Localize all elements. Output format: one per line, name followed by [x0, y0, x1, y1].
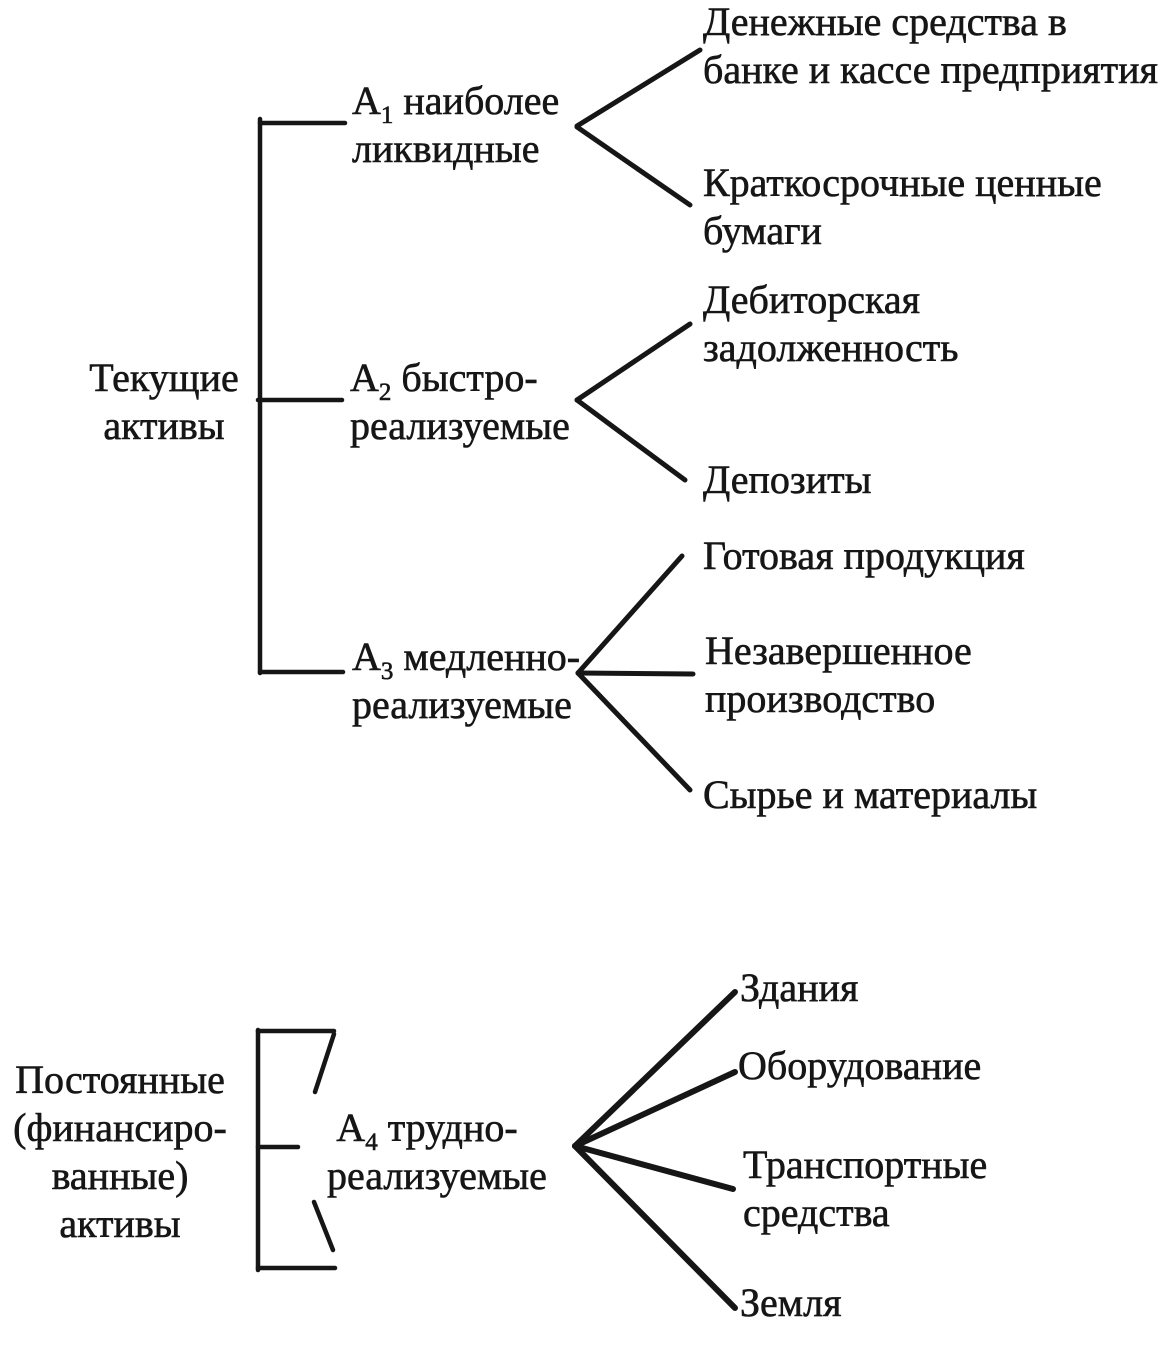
fork-a4-line-buildings: [575, 992, 735, 1146]
text-line: Краткосрочные ценные: [703, 160, 1102, 205]
leaf-buildings: [740, 964, 858, 1012]
text-line: Транспортные: [743, 1142, 988, 1187]
class-label-a3-slowly-realizable: [352, 633, 580, 729]
text-line: реализуемые: [350, 403, 570, 448]
text-line: ванные): [51, 1153, 189, 1198]
text-line: ликвидные: [352, 126, 540, 171]
fork-a3-middle-line: [578, 673, 693, 674]
subscript: 2: [378, 379, 392, 406]
fork-a2-upper-line: [577, 324, 690, 400]
text-line: Денежные средства в: [703, 0, 1067, 44]
leaf-deposits: [703, 456, 872, 504]
text-line: Депозиты: [703, 457, 872, 502]
leaf-cash-in-bank-and-till: [703, 0, 1158, 94]
text-line: [352, 77, 560, 129]
leaf-equipment: [738, 1042, 981, 1090]
subscript: 3: [380, 658, 394, 685]
leaf-work-in-progress: [705, 627, 972, 723]
text-line: [352, 633, 581, 685]
class-label-a2-quickly-realizable: [350, 354, 570, 450]
fork-a3-upper-line: [578, 556, 682, 673]
text-line: (финансиро-: [13, 1105, 227, 1150]
fork-a4-line-equipment: [575, 1072, 735, 1146]
class-label-a1-most-liquid: [352, 77, 559, 173]
text-line: банке и кассе предприятия: [703, 47, 1158, 92]
group-label-current-assets: [59, 354, 269, 450]
fork-a2-lower-line: [577, 400, 685, 480]
text-line: Текущие: [89, 355, 239, 400]
text-line: средства: [743, 1190, 890, 1235]
group-label-permanent-assets: [10, 1056, 230, 1248]
class-title: трудно-: [377, 1105, 518, 1150]
text-line: бумаги: [703, 208, 822, 253]
text-line: [327, 1104, 527, 1156]
text-line: активы: [59, 1201, 181, 1246]
leaf-finished-goods: [703, 532, 1025, 580]
text-line: задолженность: [703, 325, 959, 370]
text-line: Дебиторская: [703, 277, 920, 322]
leaf-raw-materials: [703, 771, 1037, 819]
leaf-land: [740, 1279, 841, 1327]
fork-a1-lower-line: [577, 127, 690, 205]
class-letter: А: [352, 634, 381, 679]
class-letter: А: [336, 1105, 366, 1150]
subscript: 4: [365, 1129, 378, 1156]
fork-a1-upper-line: [577, 50, 700, 126]
text-line: реализуемые: [352, 682, 572, 727]
class-label-a4-hard-to-realize: [327, 1104, 547, 1200]
text-line: Незавершенное: [705, 628, 972, 673]
text-line: [350, 354, 570, 406]
text-line: Постоянные: [15, 1057, 225, 1102]
text-line: Готовая продукция: [703, 533, 1025, 578]
leaf-accounts-receivable: [703, 276, 959, 372]
leaf-short-term-securities: [703, 159, 1102, 255]
text-line: Оборудование: [738, 1043, 982, 1088]
leaf-vehicles: [743, 1141, 987, 1237]
text-line: Здания: [740, 965, 859, 1010]
class-title: медленно-: [393, 634, 581, 679]
fork-a3-lower-line: [578, 673, 690, 790]
text-line: активы: [103, 403, 225, 448]
class-letter: А: [352, 78, 381, 123]
bracket-permanent-top-diagonal: [315, 1034, 334, 1092]
text-line: Земля: [740, 1280, 842, 1325]
class-letter: А: [350, 355, 379, 400]
text-line: реализуемые: [327, 1153, 547, 1198]
subscript: 1: [380, 102, 394, 129]
text-line: производство: [705, 676, 936, 721]
class-title: наиболее: [393, 78, 560, 123]
bracket-permanent-bottom-diagonal: [314, 1202, 333, 1250]
class-title: быстро-: [391, 355, 538, 400]
text-line: Сырье и материалы: [703, 772, 1038, 817]
